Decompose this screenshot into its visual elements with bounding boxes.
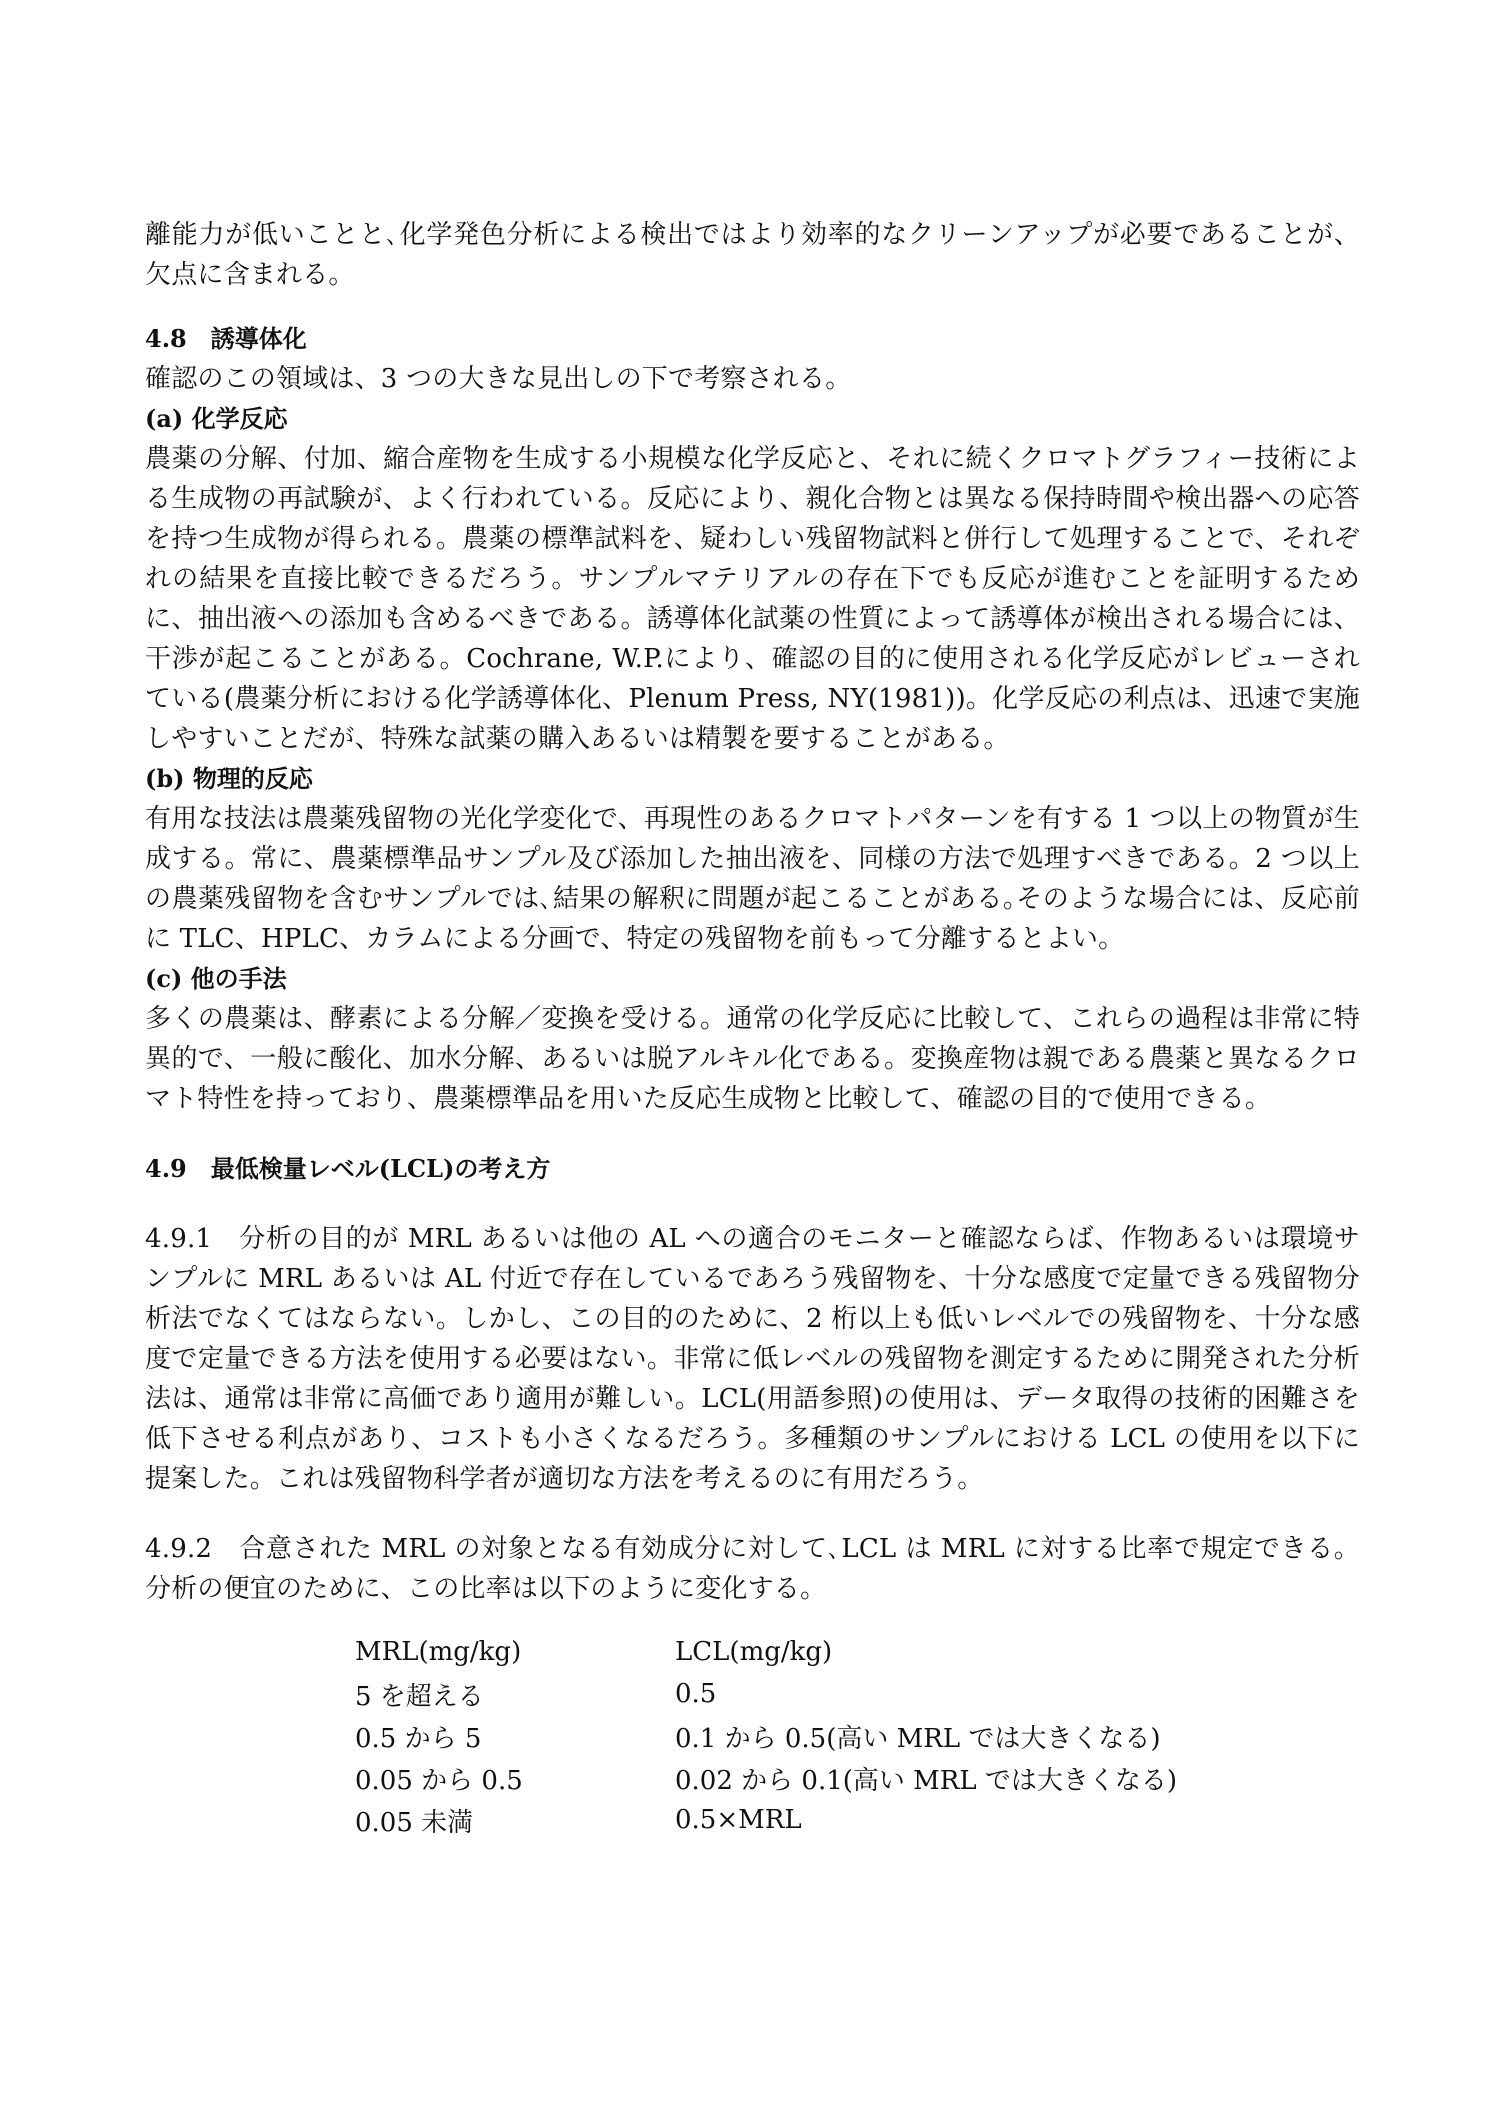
subsection-a-paragraph: 農薬の分解、付加、縮合産物を生成する小規模な化学反応と、それに続くクロマトグラフィー技術による生成物の再試験が、よく行われている。反応により、親化合物とは異なる保持時間や検出器への応答を持つ生成物が得られる。農薬の標準試料を、疑わしい残留物試料と併行して処理することで、それぞれの結果を直接比較できるだろう。サンプルマテリアルの存在下でも反応が進むことを証明するために、抽出液への添加も含めるべきである。誘導体化試薬の性質によって誘導体が検出される場合には、干渉が起こることがある。Cochrane, W.P.により、確認の目的に使用される化学反応がレビューされている(農薬分析における化学誘導体化、Plenum Press, NY(1981))。化学反応の利点は、迅速で実施しやすいことだが、特殊な試薬の購入あるいは精製を要することがある。 [145, 444, 1360, 754]
table-row [355, 1673, 1275, 1715]
table-header-lcl: LCL(mg/kg) [675, 1637, 833, 1667]
section-4-8-heading: 4.8 誘導体化 [145, 324, 307, 353]
section-4-8-lead: 確認のこの領域は、3 つの大きな見出しの下で考察される。 [145, 364, 852, 394]
table-cell-mrl: 0.05 から 0.5 [355, 1765, 523, 1796]
table-cell-lcl: 0.5 [675, 1679, 717, 1709]
intro-paragraph: 離能力が低いことと､化学発色分析による検出ではより効率的なクリーンアップが必要であることが、欠点に含まれる。 [145, 220, 1360, 290]
table-cell-mrl: 5 を超える [355, 1681, 484, 1712]
subsection-b-heading: (b) 物理的反応 [145, 764, 313, 793]
table-cell-lcl: 0.1 から 0.5(高い MRL では大きくなる) [675, 1723, 1161, 1754]
table-row [355, 1715, 1275, 1757]
table-header-row [355, 1631, 1275, 1673]
subsection-a-heading: (a) 化学反応 [145, 404, 288, 433]
table-row [355, 1757, 1275, 1799]
table-header-mrl: MRL(mg/kg) [355, 1637, 522, 1667]
document-page [145, 215, 1360, 1841]
table-cell-mrl: 0.5 から 5 [355, 1723, 482, 1754]
table-cell-lcl: 0.5×MRL [675, 1805, 802, 1835]
section-4-9-heading: 4.9 最低検量レベル(LCL)の考え方 [145, 1154, 551, 1183]
lcl-table [355, 1631, 1275, 1841]
paragraph-4-9-2: 4.9.2 合意された MRL の対象となる有効成分に対して､LCL は MRL に対する比率で規定できる。分析の便宜のために、この比率は以下のように変化する。 [145, 1534, 1360, 1604]
subsection-b-paragraph: 有用な技法は農薬残留物の光化学変化で、再現性のあるクロマトパターンを有する 1 つ以上の物質が生成する。常に、農薬標準品サンプル及び添加した抽出液を、同様の方法で処理すべきである。2 つ以上の農薬残留物を含むサンプルでは､結果の解釈に問題が起こることがある｡そのような場合には、反応前に TLC、HPLC、カラムによる分画で、特定の残留物を前もって分離するとよい。 [145, 804, 1360, 954]
table-cell-lcl: 0.02 から 0.1(高い MRL では大きくなる) [675, 1765, 1178, 1796]
paragraph-4-9-1: 4.9.1 分析の目的が MRL あるいは他の AL への適合のモニターと確認ならば、作物あるいは環境サンプルに MRL あるいは AL 付近で存在しているであろう残留物を、十分な感度で定量できる残留物分析法でなくてはならない。しかし、この目的のために、2 桁以上も低いレベルでの残留物を、十分な感度で定量できる方法を使用する必要はない。非常に低レベルの残留物を測定するために開発された分析法は、通常は非常に高価であり適用が難しい。LCL(用語参照)の使用は、データ取得の技術的困難さを低下させる利点があり、コストも小さくなるだろう。多種類のサンプルにおける LCL の使用を以下に提案した。これは残留物科学者が適切な方法を考えるのに有用だろう。 [145, 1224, 1360, 1494]
table-cell-mrl: 0.05 未満 [355, 1807, 474, 1838]
subsection-c-paragraph: 多くの農薬は、酵素による分解／変換を受ける。通常の化学反応に比較して、これらの過程は非常に特異的で、一般に酸化、加水分解、あるいは脱アルキル化である。変換産物は親である農薬と異なるクロマト特性を持っており、農薬標準品を用いた反応生成物と比較して、確認の目的で使用できる。 [145, 1004, 1360, 1114]
subsection-c-heading: (c) 他の手法 [145, 964, 287, 993]
table-row [355, 1799, 1275, 1841]
